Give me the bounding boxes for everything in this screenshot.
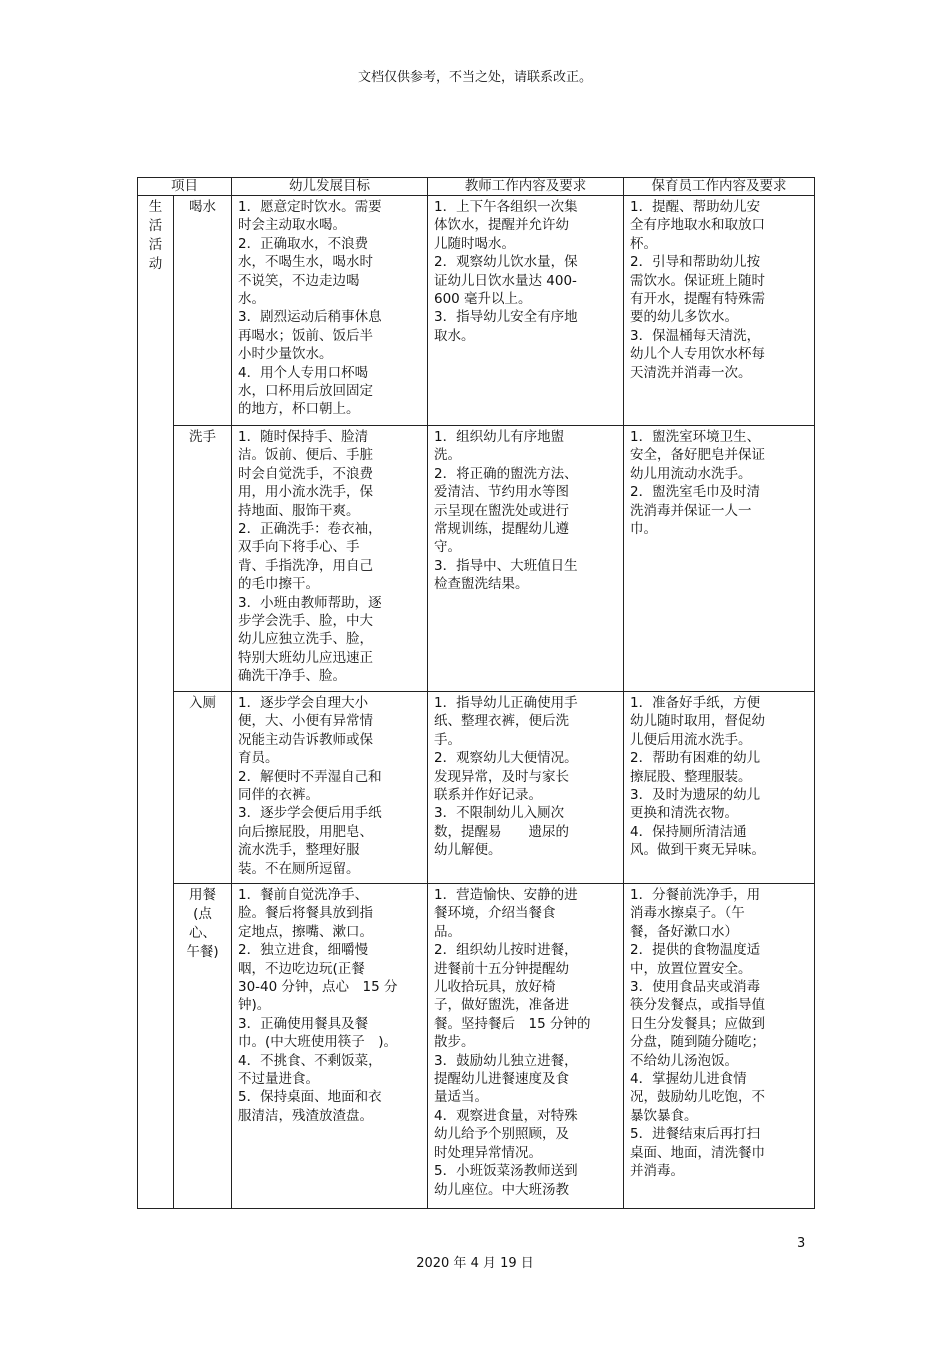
teacher-cell: 1．上下午各组织一次集 体饮水，提醒并允许幼 儿随时喝水。 2．观察幼儿饮水量，保 证幼儿日饮水量达 400- 600 毫升以上。 3．指导幼儿安全有序地 取水。 (428, 196, 624, 426)
table-row (138, 196, 815, 426)
category-label: 生活活动 (148, 199, 163, 272)
caregiver-cell: 1．盥洗室环境卫生、 安全，备好肥皂并保证 幼儿用流动水洗手。 2．盥洗室毛巾及时清 洗消毒并保证一人一 巾。 (624, 426, 815, 692)
table-row (138, 884, 815, 1209)
category-cell (138, 196, 174, 1209)
care-table (137, 177, 815, 1209)
header-note: 文档仅供参考，不当之处，请联系改正。 (357, 70, 592, 85)
caregiver-cell: 1．提醒、帮助幼儿安 全有序地取水和取放口 杯。 2．引导和帮助幼儿按 需饮水。保证班上随时 有开水，提醒有特殊需 要的幼儿多饮水。 3．保温桶每天清洗， 幼儿个人专用饮水杯每 天清洗并消毒一次。 (624, 196, 815, 426)
teacher-cell: 1．指导幼儿正确使用手 纸、整理衣裤，便后洗 手。 2．观察幼儿大便情况。 发现异常，及时与家长 联系并作好记录。 3．不限制幼儿入厕次 数，提醒易 遗尿的 幼儿解便。 (428, 692, 624, 884)
item-cell: 入厕 (174, 692, 232, 884)
header-goal: 幼儿发展目标 (232, 178, 428, 196)
table-row (138, 692, 815, 884)
item-cell: 洗手 (174, 426, 232, 692)
page-number: 3 (797, 1236, 806, 1251)
header-item: 项目 (138, 178, 232, 196)
teacher-cell: 1．组织幼儿有序地盥 洗。 2．将正确的盥洗方法、 爱清洁、节约用水等图 示呈现在盥洗处或进行 常规训练，提醒幼儿遵 守。 3．指导中、大班值日生 检查盥洗结果。 (428, 426, 624, 692)
item-cell: 喝水 (174, 196, 232, 426)
caregiver-cell: 1．准备好手纸，方便 幼儿随时取用，督促幼 儿便后用流水洗手。 2．帮助有困难的幼儿 擦屁股、整理服装。 3．及时为遗尿的幼儿 更换和清洗衣物。 4．保持厕所清洁通 风。做到干爽无异味。 (624, 692, 815, 884)
goal-cell: 1．餐前自觉洗净手、 脸。餐后将餐具放到指 定地点，擦嘴、漱口。 2．独立进食，细嚼慢 咽，不边吃边玩(正餐 30-40 分钟，点心 15 分 钟)。 3．正确使用餐具及餐 巾。(中大班使用筷子 )。 4．不挑食、不剩饭菜， 不过量进食。 5．保持桌面、地面和衣 服清洁，残渣放渣盘。 (232, 884, 428, 1209)
goal-cell: 1．愿意定时饮水。需要 时会主动取水喝。 2．正确取水，不浪费 水，不喝生水，喝水时 不说笑，不边走边喝 水。 3．剧烈运动后稍事休息 再喝水；饭前、饭后半 小时少量饮水。 4．用个人专用口杯喝 水，口杯用后放回固定 的地方，杯口朝上。 (232, 196, 428, 426)
goal-cell: 1．随时保持手、脸清 洁。饭前、便后、手脏 时会自觉洗手，不浪费 用，用小流水洗手，保 持地面、服饰干爽。 2．正确洗手：卷衣袖， 双手向下将手心、手 背、手指洗净，用自己 的毛巾擦干。 3．小班由教师帮助，逐 步学会洗手、脸，中大 幼儿应独立洗手、脸， 特别大班幼儿应迅速正 确洗干净手、脸。 (232, 426, 428, 692)
header-teacher: 教师工作内容及要求 (428, 178, 624, 196)
header-caregiver: 保育员工作内容及要求 (624, 178, 815, 196)
caregiver-cell: 1．分餐前洗净手，用 消毒水擦桌子。（午 餐，备好漱口水） 2．提供的食物温度适 中，放置位置安全。 3．使用食品夹或消毒 筷分发餐点，或指导值 日生分发餐具；应做到 分盘，随到随分随吃； 不给幼儿汤泡饭。 4．掌握幼儿进食情 况，鼓励幼儿吃饱，不 暴饮暴食。 5．进餐结束后再打扫 桌面、地面，清洗餐巾 并消毒。 (624, 884, 815, 1209)
table-row (138, 426, 815, 692)
document-date: 2020 年 4 月 19 日 (416, 1256, 534, 1271)
table-header-row (138, 178, 815, 196)
teacher-cell: 1．营造愉快、安静的进 餐环境，介绍当餐食 品。 2．组织幼儿按时进餐， 进餐前十五分钟提醒幼 儿收拾玩具，放好椅 子，做好盥洗，准备进 餐。坚持餐后 15 分钟的 散步。 3．鼓励幼儿独立进餐， 提醒幼儿进餐速度及食 量适当。 4．观察进食量，对特殊 幼儿给予个别照顾，及 时处理异常情况。 5．小班饭菜汤教师送到 幼儿座位。中大班汤教 (428, 884, 624, 1209)
item-cell: 用餐 (点 心、 午餐) (174, 884, 232, 1209)
goal-cell: 1．逐步学会自理大小 便，大、小便有异常情 况能主动告诉教师或保 育员。 2．解便时不弄湿自己和 同伴的衣裤。 3．逐步学会便后用手纸 向后擦屁股，用肥皂、 流水洗手，整理好服 装。不在厕所逗留。 (232, 692, 428, 884)
